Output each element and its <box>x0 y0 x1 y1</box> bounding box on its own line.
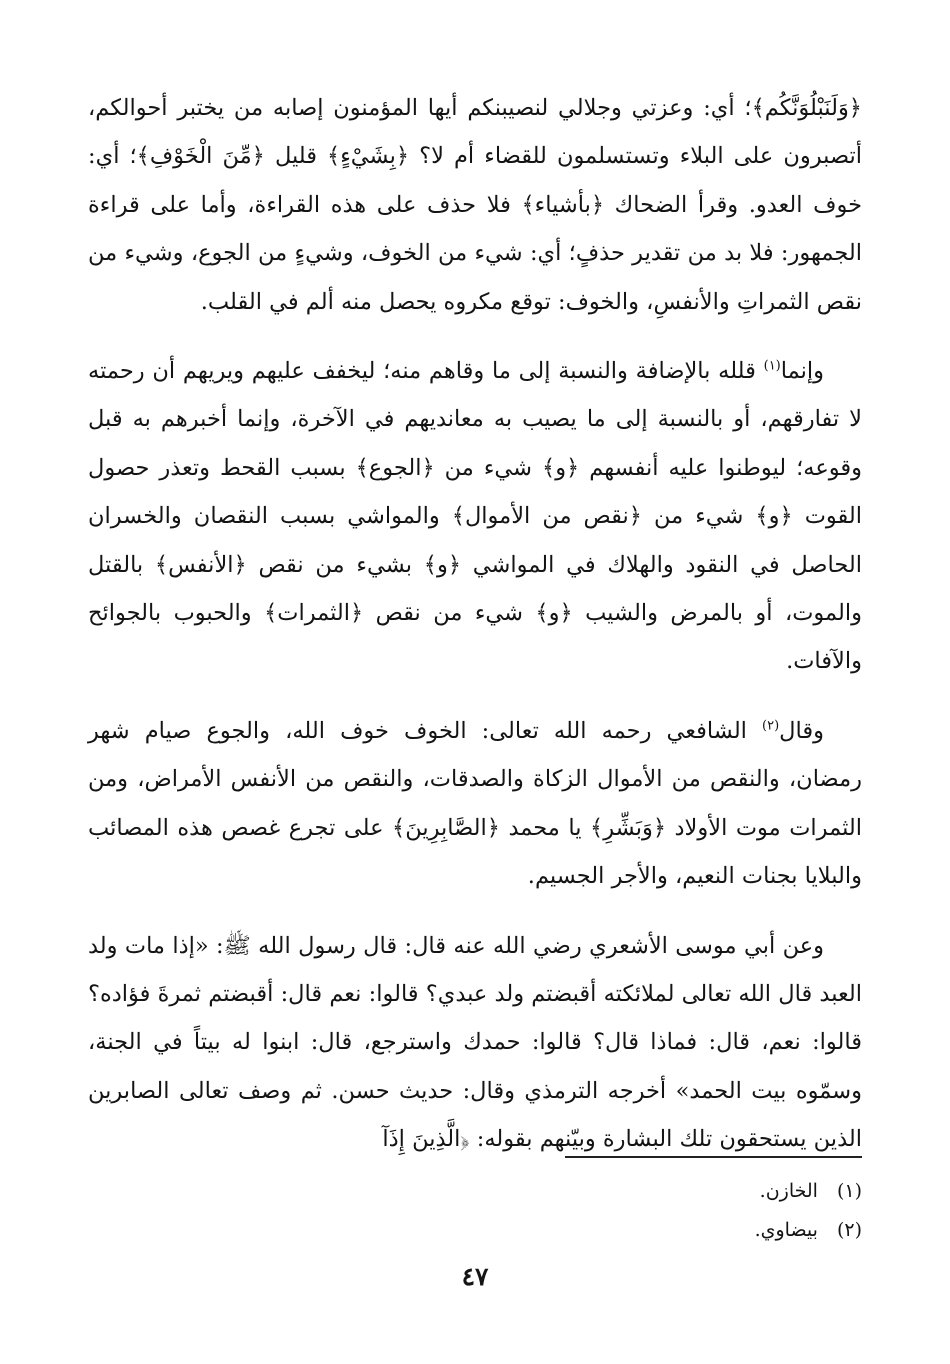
footnote-ref-1[interactable]: (١) <box>763 358 781 374</box>
footnote-separator <box>565 1156 862 1158</box>
footnote-1-text: الخازن. <box>759 1180 818 1202</box>
footnote-2-text: بيضاوي. <box>754 1219 818 1241</box>
paragraph-2-lead: وإنما <box>780 358 824 385</box>
footnote-1-mark: (١) <box>836 1180 862 1202</box>
paragraph-3-lead: وقال <box>779 717 824 744</box>
paragraph-4: وعن أبي موسى الأشعري رضي الله عنه قال: قال رسول الله ﷺ: «إذا مات ولد العبد قال الله تعالى لملائكته أقبضتم ولد عبدي؟ قالوا: نعم قال: أقبضتم ثمرةَ فؤاده؟ قالوا: نعم، قال: فماذا قال؟ قالوا: حمدك واسترجع، قال: ابنوا له بيتاً في الجنة، وسمّوه بيت الحمد» أخرجه الترمذي وقال: حديث حسن. ثم وصف تعالى الصابرين الذين يستحقون تلك البشارة وبيّنهم بقوله: ﴿الَّذِينَ إِذَآ <box>88 932 862 1153</box>
footnotes <box>560 1172 862 1250</box>
page-number: ٤٧ <box>461 1262 489 1291</box>
paragraph-2-body: قلله بالإضافة والنسبة إلى ما وقاهم منه؛ ليخفف عليهم ويريهم أن رحمته لا تفارقهم، أو بالنسبة إلى ما يصيب به معانديهم في الآخرة، وإنما أخبرهم به قبل وقوعه؛ ليوطنوا عليه أنفسهم ﴿و﴾ شيء من ﴿الجوع﴾ بسبب القحط وتعذر حصول القوت ﴿و﴾ شيء من ﴿نقص من الأموال﴾ والمواشي بسبب النقصان والخسران الحاصل في النقود والهلاك في المواشي ﴿و﴾ بشيء من نقص ﴿الأنفس﴾ بالقتل والموت، أو بالمرض والشيب ﴿و﴾ شيء من نقص ﴿الثمرات﴾ والحبوب بالجوائح والآفات. <box>88 358 862 675</box>
paragraph-1: ﴿وَلَنَبْلُوَنَّكُم﴾؛ أي: وعزتي وجلالي لنصيبنكم أيها المؤمنون إصابه من يختبر أحوالكم، أتصبرون على البلاء وتستسلمون للقضاء أم لا؟ ﴿بِشَيْءٍ﴾ قليل ﴿مِّنَ الْخَوْفِ﴾؛ أي: خوف العدو. وقرأ الضحاك ﴿بأشياء﴾ فلا حذف على هذه القراءة، وأما على قراءة الجمهور: فلا بد من تقدير حذفٍ؛ أي: شيء من الخوف، وشيءٍ من الجوع، وشيء من نقص الثمراتِ والأنفسِ، والخوف: توقع مكروه يحصل منه ألم في القلب. <box>88 95 862 315</box>
footnote-1 <box>560 1172 862 1211</box>
footnote-2-mark: (٢) <box>836 1219 862 1241</box>
paragraph-2 <box>88 347 862 686</box>
footnote-ref-2[interactable]: (٢) <box>762 718 780 734</box>
paragraph-3 <box>88 707 862 901</box>
main-text <box>88 84 862 1185</box>
footnote-2 <box>560 1211 862 1250</box>
paragraph-3-body: الشافعي رحمه الله تعالى: الخوف خوف الله، والجوع صيام شهر رمضان، والنقص من الأموال الزكاة والصدقات، والنقص من الأنفس الأمراض، ومن الثمرات موت الأولاد ﴿وَبَشِّرِ﴾ يا محمد ﴿الصَّابِرِينَ﴾ على تجرع غصص هذه المصائب والبلايا بجنات النعيم، والأجر الجسيم. <box>88 717 862 890</box>
